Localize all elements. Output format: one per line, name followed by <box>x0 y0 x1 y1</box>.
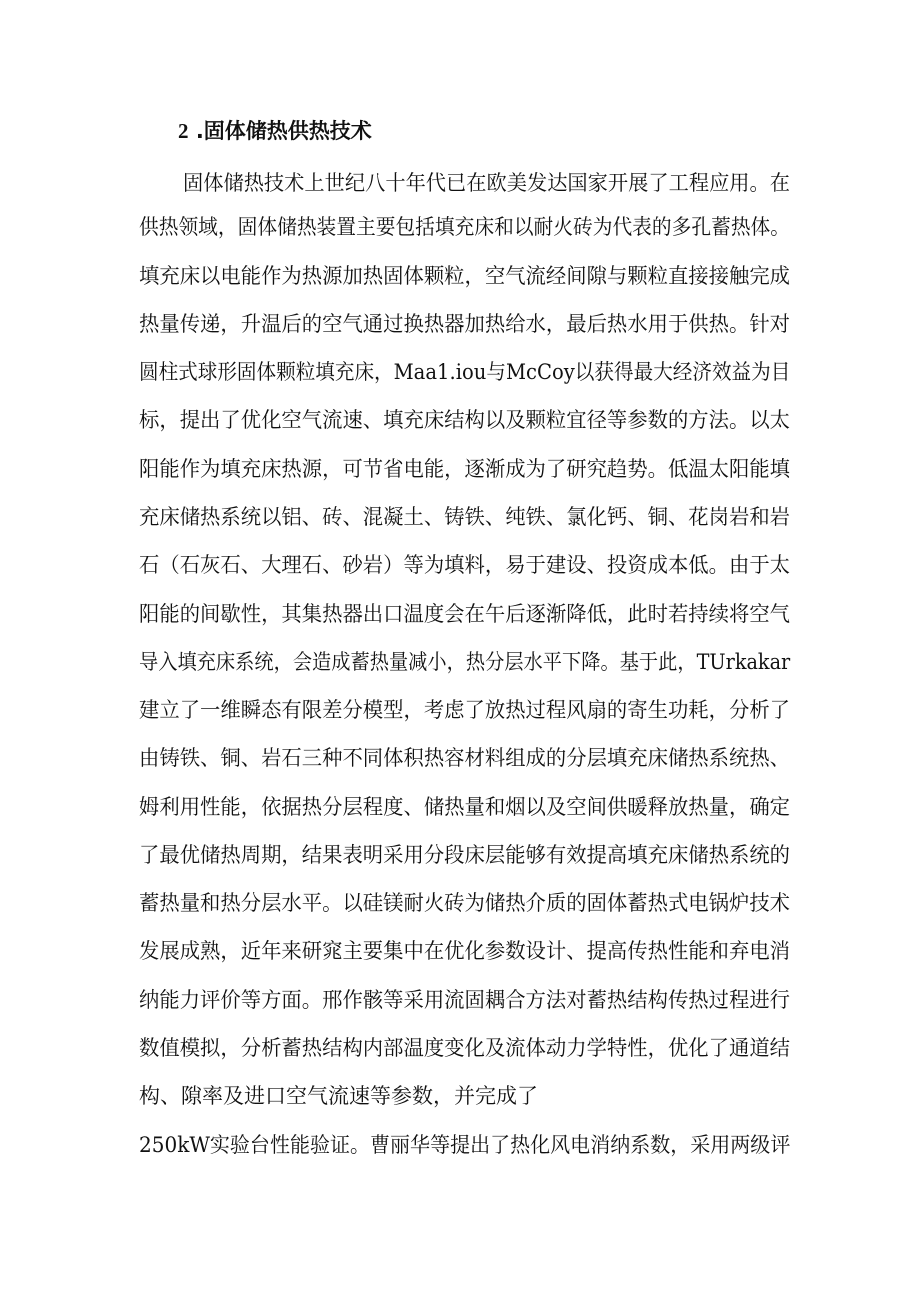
paragraph-line: 250kW实验台性能验证。曹丽华等提出了热化风电消纳系数，采用两级评 <box>139 1133 791 1157</box>
paragraph-line: 圆柱式球形固体颗粒填充床，Maa1.iou与McCoy以获得最大经济效益为目 <box>139 360 791 384</box>
paragraph-line: 阳能的间歇性，其集热器出口温度会在午后逐渐降低，此时若持续将空气 <box>139 602 791 626</box>
section-heading <box>178 116 372 146</box>
paragraph-line: 导入填充床系统，会造成蓄热量减小，热分层水平下降。基于此，TUrkakar <box>139 650 791 674</box>
paragraph-line: 标，提出了优化空气流速、填充床结构以及颗粒宜径等参数的方法。以太 <box>139 408 791 432</box>
paragraph-line: 阳能作为填充床热源，可节省电能，逐渐成为了研究趋势。低温太阳能填 <box>139 457 791 481</box>
paragraph-line: 姆利用性能，依据热分层程度、储热量和烟以及空间供暖释放热量，确定 <box>139 795 791 819</box>
section-title: .固体储热供热技术 <box>195 119 372 143</box>
paragraph-line: 发展成熟，近年来研窕主要集中在优化参数设计、提高传热性能和弃电消 <box>139 939 791 963</box>
paragraph-line: 热量传递，升温后的空气通过换热器加热给水，最后热水用于供热。针对 <box>139 312 791 336</box>
paragraph-line: 由铸铁、铜、岩石三种不同体积热容材料组成的分层填充床储热系统热、 <box>139 746 791 770</box>
section-number: 2 <box>178 119 189 143</box>
paragraph-line: 供热领域，固体储热装置主要包括填充床和以耐火砖为代表的多孔蓄热体。 <box>139 215 791 239</box>
paragraph-line: 纳能力评价等方面。邢作骸等采用流固耦合方法对蓄热结构传热过程进行 <box>139 988 791 1012</box>
paragraph-line: 构、隙率及进口空气流速等参数，并完成了 <box>139 1084 538 1108</box>
paragraph-line: 数值模拟，分析蓄热结构内部温度变化及流体动力学特性，优化了通道结 <box>139 1036 791 1060</box>
paragraph-line: 填充床以电能作为热源加热固体颗粒，空气流经间隙与颗粒直接接触完成 <box>139 264 791 288</box>
paragraph-line: 蓄热量和热分层水平。以硅镁耐火砖为储热介质的固体蓄热式电锅炉技术 <box>139 891 791 915</box>
paragraph-line: 充床储热系统以铝、砖、混凝土、铸铁、纯铁、氯化钙、铜、花岗岩和岩 <box>139 505 791 529</box>
paragraph-line: 固体储热技术上世纪八十年代已在欧美发达国家开展了工程应用。在 <box>183 171 791 195</box>
paragraph-line: 石（石灰石、大理石、砂岩）等为填料，易于建设、投资成本低。由于太 <box>139 553 791 577</box>
paragraph-line: 建立了一维瞬态有限差分模型，考虑了放热过程风扇的寄生功耗，分析了 <box>139 698 791 722</box>
paragraph-line: 了最优储热周期，结果表明采用分段床层能够有效提高填充床储热系统的 <box>139 843 791 867</box>
